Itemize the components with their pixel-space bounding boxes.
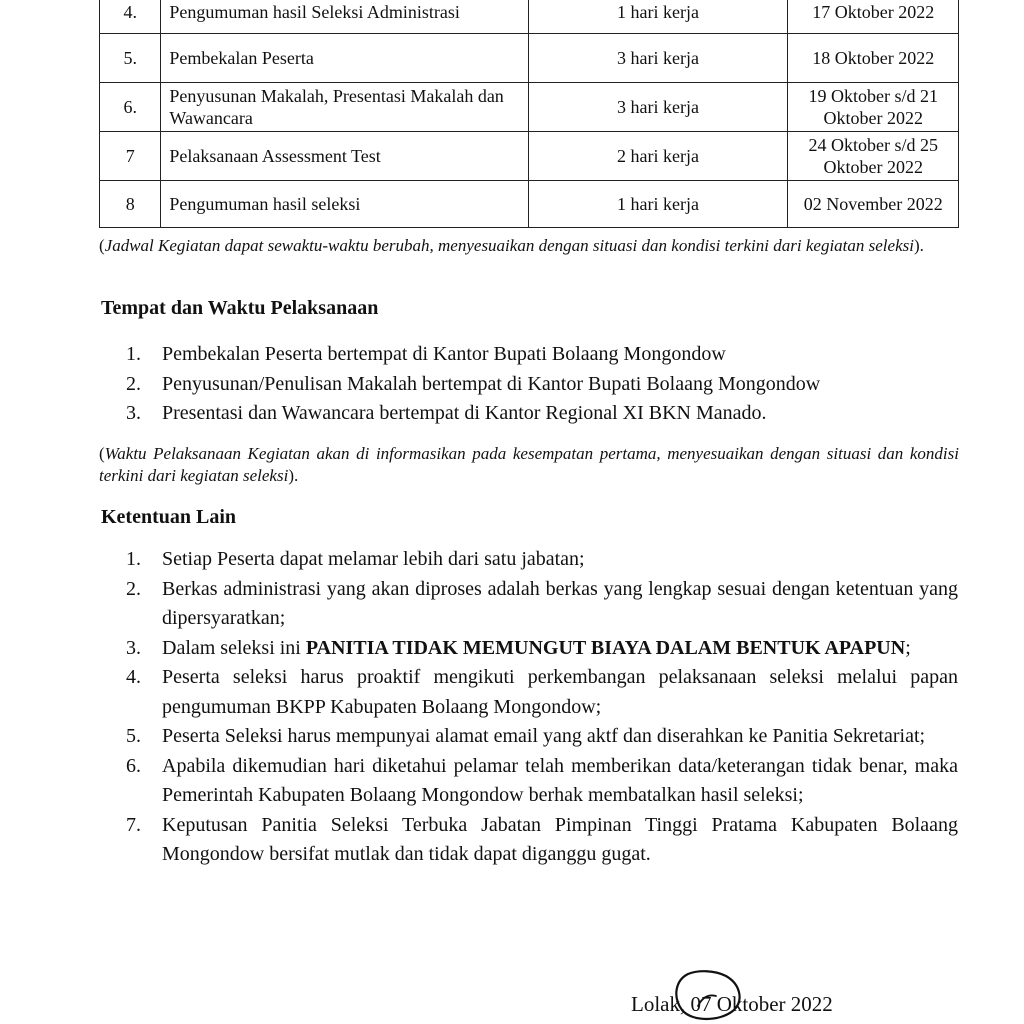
list-item: 1. Setiap Peserta dapat melamar lebih dari satu jabatan; bbox=[126, 548, 585, 570]
date-cell: 24 Oktober s/d 25 Oktober 2022 bbox=[788, 132, 959, 181]
table-row bbox=[100, 132, 959, 181]
table-row bbox=[100, 34, 959, 83]
schedule-note-text: Jadwal Kegiatan dapat sewaktu-waktu berubah, menyesuaikan dengan situasi dan kondisi terkini dari kegiatan seleksi bbox=[104, 236, 914, 255]
duration-cell: 1 hari kerja bbox=[528, 0, 788, 34]
activity-cell: Pembekalan Peserta bbox=[161, 34, 528, 83]
date-cell: 19 Oktober s/d 21 Oktober 2022 bbox=[788, 83, 959, 132]
row-number: 7 bbox=[100, 132, 161, 181]
table-row bbox=[100, 0, 959, 34]
row-number: 6. bbox=[100, 83, 161, 132]
handwritten-mark bbox=[668, 966, 748, 1024]
duration-cell: 3 hari kerja bbox=[528, 83, 788, 132]
tempat-list bbox=[126, 340, 958, 429]
table-row bbox=[100, 83, 959, 132]
row-number: 4. bbox=[100, 0, 161, 34]
activity-cell: Pengumuman hasil Seleksi Administrasi bbox=[161, 0, 528, 34]
list-item: 6. Apabila dikemudian hari diketahui pelamar telah memberikan data/keterangan tidak benar, maka Pemerintah Kabupaten Bolaang Mongondow berhak membatalkan hasil seleksi; bbox=[126, 754, 958, 806]
tempat-note: (Waktu Pelaksanaan Kegiatan akan di informasikan pada kesempatan pertama, menyesuaikan dengan situasi dan kondisi terkini dari kegiatan seleksi). bbox=[99, 444, 959, 485]
list-item: 2. Berkas administrasi yang akan diproses adalah berkas yang lengkap sesuai dengan ketentuan yang dipersyaratkan; bbox=[126, 577, 958, 629]
activity-cell: Pelaksanaan Assessment Test bbox=[161, 132, 528, 181]
section-heading-tempat: Tempat dan Waktu Pelaksanaan bbox=[101, 297, 379, 319]
duration-cell: 2 hari kerja bbox=[528, 132, 788, 181]
activity-cell: Penyusunan Makalah, Presentasi Makalah dan Wawancara bbox=[161, 83, 528, 132]
schedule-note: (Jadwal Kegiatan dapat sewaktu-waktu berubah, menyesuaikan dengan situasi dan kondisi terkini dari kegiatan seleksi). bbox=[99, 236, 924, 255]
place-date-signoff: Lolak, 07 Oktober 2022 bbox=[631, 992, 833, 1016]
section-heading-ketentuan: Ketentuan Lain bbox=[101, 506, 237, 528]
no-fee-notice: PANITIA TIDAK MEMUNGUT BIAYA DALAM BENTUK APAPUN bbox=[305, 636, 906, 659]
date-cell: 02 November 2022 bbox=[788, 181, 959, 228]
list-item: 3. Presentasi dan Wawancara bertempat di Kantor Regional XI BKN Manado. bbox=[126, 402, 767, 424]
row-number: 8 bbox=[100, 181, 161, 228]
list-item: 5. Peserta Seleksi harus mempunyai alamat email yang aktf dan diserahkan ke Panitia Sekretariat; bbox=[126, 725, 926, 747]
duration-cell: 3 hari kerja bbox=[528, 34, 788, 83]
list-item: 2. Penyusunan/Penulisan Makalah bertempat di Kantor Bupati Bolaang Mongondow bbox=[126, 372, 821, 395]
list-item: 3. Dalam seleksi ini PANITIA TIDAK MEMUNGUT BIAYA DALAM BENTUK APAPUN; bbox=[126, 636, 911, 659]
ketentuan-list bbox=[126, 545, 958, 870]
table-row bbox=[100, 181, 959, 228]
schedule-table bbox=[99, 0, 959, 228]
duration-cell: 1 hari kerja bbox=[528, 181, 788, 228]
tempat-note-text: Waktu Pelaksanaan Kegiatan akan di informasikan pada kesempatan pertama, menyesuaikan dengan situasi dan kondisi terkini dari kegiatan seleksi bbox=[99, 444, 959, 485]
date-cell: 17 Oktober 2022 bbox=[788, 0, 959, 34]
row-number: 5. bbox=[100, 34, 161, 83]
list-item: 7. Keputusan Panitia Seleksi Terbuka Jabatan Pimpinan Tinggi Pratama Kabupaten Bolaang Mongondow bersifat mutlak dan tidak dapat diganggu gugat. bbox=[126, 813, 958, 865]
activity-cell: Pengumuman hasil seleksi bbox=[161, 181, 528, 228]
list-item: 4. Peserta seleksi harus proaktif mengikuti perkembangan pelaksanaan seleksi melalui papan pengumuman BKPP Kabupaten Bolaang Mongondow; bbox=[126, 666, 958, 718]
list-item: 1. Pembekalan Peserta bertempat di Kantor Bupati Bolaang Mongondow bbox=[126, 343, 726, 365]
date-cell: 18 Oktober 2022 bbox=[788, 34, 959, 83]
